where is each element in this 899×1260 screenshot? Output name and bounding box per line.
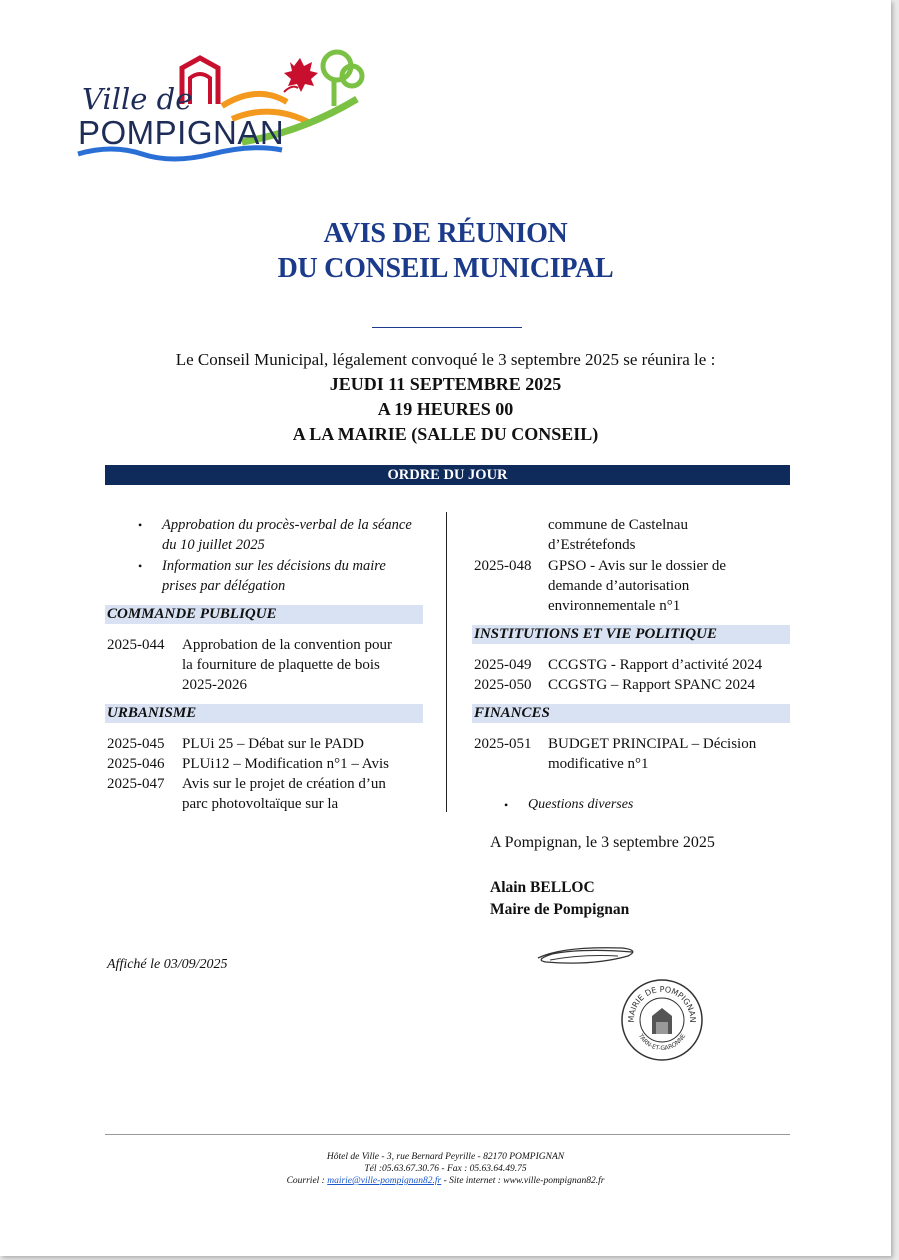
footer-divider [105,1134,790,1135]
footer-contact [0,1175,891,1187]
item-code-049: 2025-049 [474,657,532,673]
signatory-name: Alain BELLOC [490,879,595,896]
item-code-050: 2025-050 [474,677,532,693]
item-text-044: Approbation de la convention pour la fourniture de plaquette de bois 2025-2026 [182,637,392,693]
logo-text-ville: Ville de [82,82,193,116]
section-finances: FINANCES [472,704,790,723]
item-text-051: BUDGET PRINCIPAL – Décision modificative n°1 [548,736,757,772]
agenda-bullet-questions: • Questions diverses [504,797,634,812]
item-code-048: 2025-048 [474,558,532,574]
meeting-time: A 19 HEURES 00 [377,399,514,419]
item-code-051: 2025-051 [474,736,532,752]
convocation-text: Le Conseil Municipal, légalement convoqué le 3 septembre 2025 se réunira le : [175,350,716,369]
page-title-line1: AVIS DE RÉUNION [323,218,568,249]
item-text-047-continued: commune de Castelnau d’Estrétefonds [548,517,688,553]
posted-date: Affiché le 03/09/2025 [107,957,228,972]
section-institutions: INSTITUTIONS ET VIE POLITIQUE [472,625,790,644]
item-code-045: 2025-045 [107,736,165,752]
item-code-044: 2025-044 [107,637,165,653]
svg-text:MAIRIE DE POMPIGNAN: MAIRIE DE POMPIGNAN [626,984,698,1023]
item-text-048: GPSO - Avis sur le dossier de demande d’autorisation environnementale n°1 [548,558,727,614]
logo-text-town: POMPIGNAN [78,114,285,151]
agenda-bullet-pv: • Approbation du procès-verbal de la séance du 10 juillet 2025 [138,517,412,553]
agenda-bullet-decisions: • Information sur les décisions du maire prises par délégation [138,558,386,594]
signatory-role: Maire de Pompignan [490,901,630,918]
town-hall-stamp [620,978,704,1062]
footer-mail-label: Courriel : [286,1176,325,1186]
footer-email-link[interactable]: mairie@ville-pompignan82.fr [327,1176,442,1186]
page-title-line2: DU CONSEIL MUNICIPAL [277,253,614,284]
item-text-047: Avis sur le projet de création d’un parc photovoltaïque sur la [182,776,386,812]
svg-text:TARN-ET-GARONNE: TARN-ET-GARONNE [636,1032,688,1053]
item-code-046: 2025-046 [107,756,165,772]
meeting-date: JEUDI 11 SEPTEMBRE 2025 [329,374,562,394]
item-code-047: 2025-047 [107,776,165,792]
title-divider [372,327,522,328]
item-text-049: CCGSTG - Rapport d’activité 2024 [548,657,763,673]
item-text-045: PLUi 25 – Débat sur le PADD [182,736,364,752]
town-logo [72,44,372,174]
agenda-heading-bar: ORDRE DU JOUR [105,465,790,485]
meeting-place: A LA MAIRIE (SALLE DU CONSEIL) [292,424,599,444]
handwritten-signature [532,940,642,970]
item-text-046: PLUi12 – Modification n°1 – Avis [182,756,389,772]
section-urbanisme: URBANISME [105,704,423,723]
footer-phone: Tél :05.63.67.30.76 - Fax : 05.63.64.49.75 [364,1164,527,1174]
signature-place-date: A Pompignan, le 3 septembre 2025 [490,834,715,851]
item-text-050: CCGSTG – Rapport SPANC 2024 [548,677,755,693]
footer-address: Hôtel de Ville - 3, rue Bernard Peyrille - 82170 POMPIGNAN [326,1152,565,1162]
section-commande-publique: COMMANDE PUBLIQUE [105,605,423,624]
column-divider [446,512,447,812]
footer-website: - Site internet : www.ville-pompignan82.fr [443,1176,605,1186]
